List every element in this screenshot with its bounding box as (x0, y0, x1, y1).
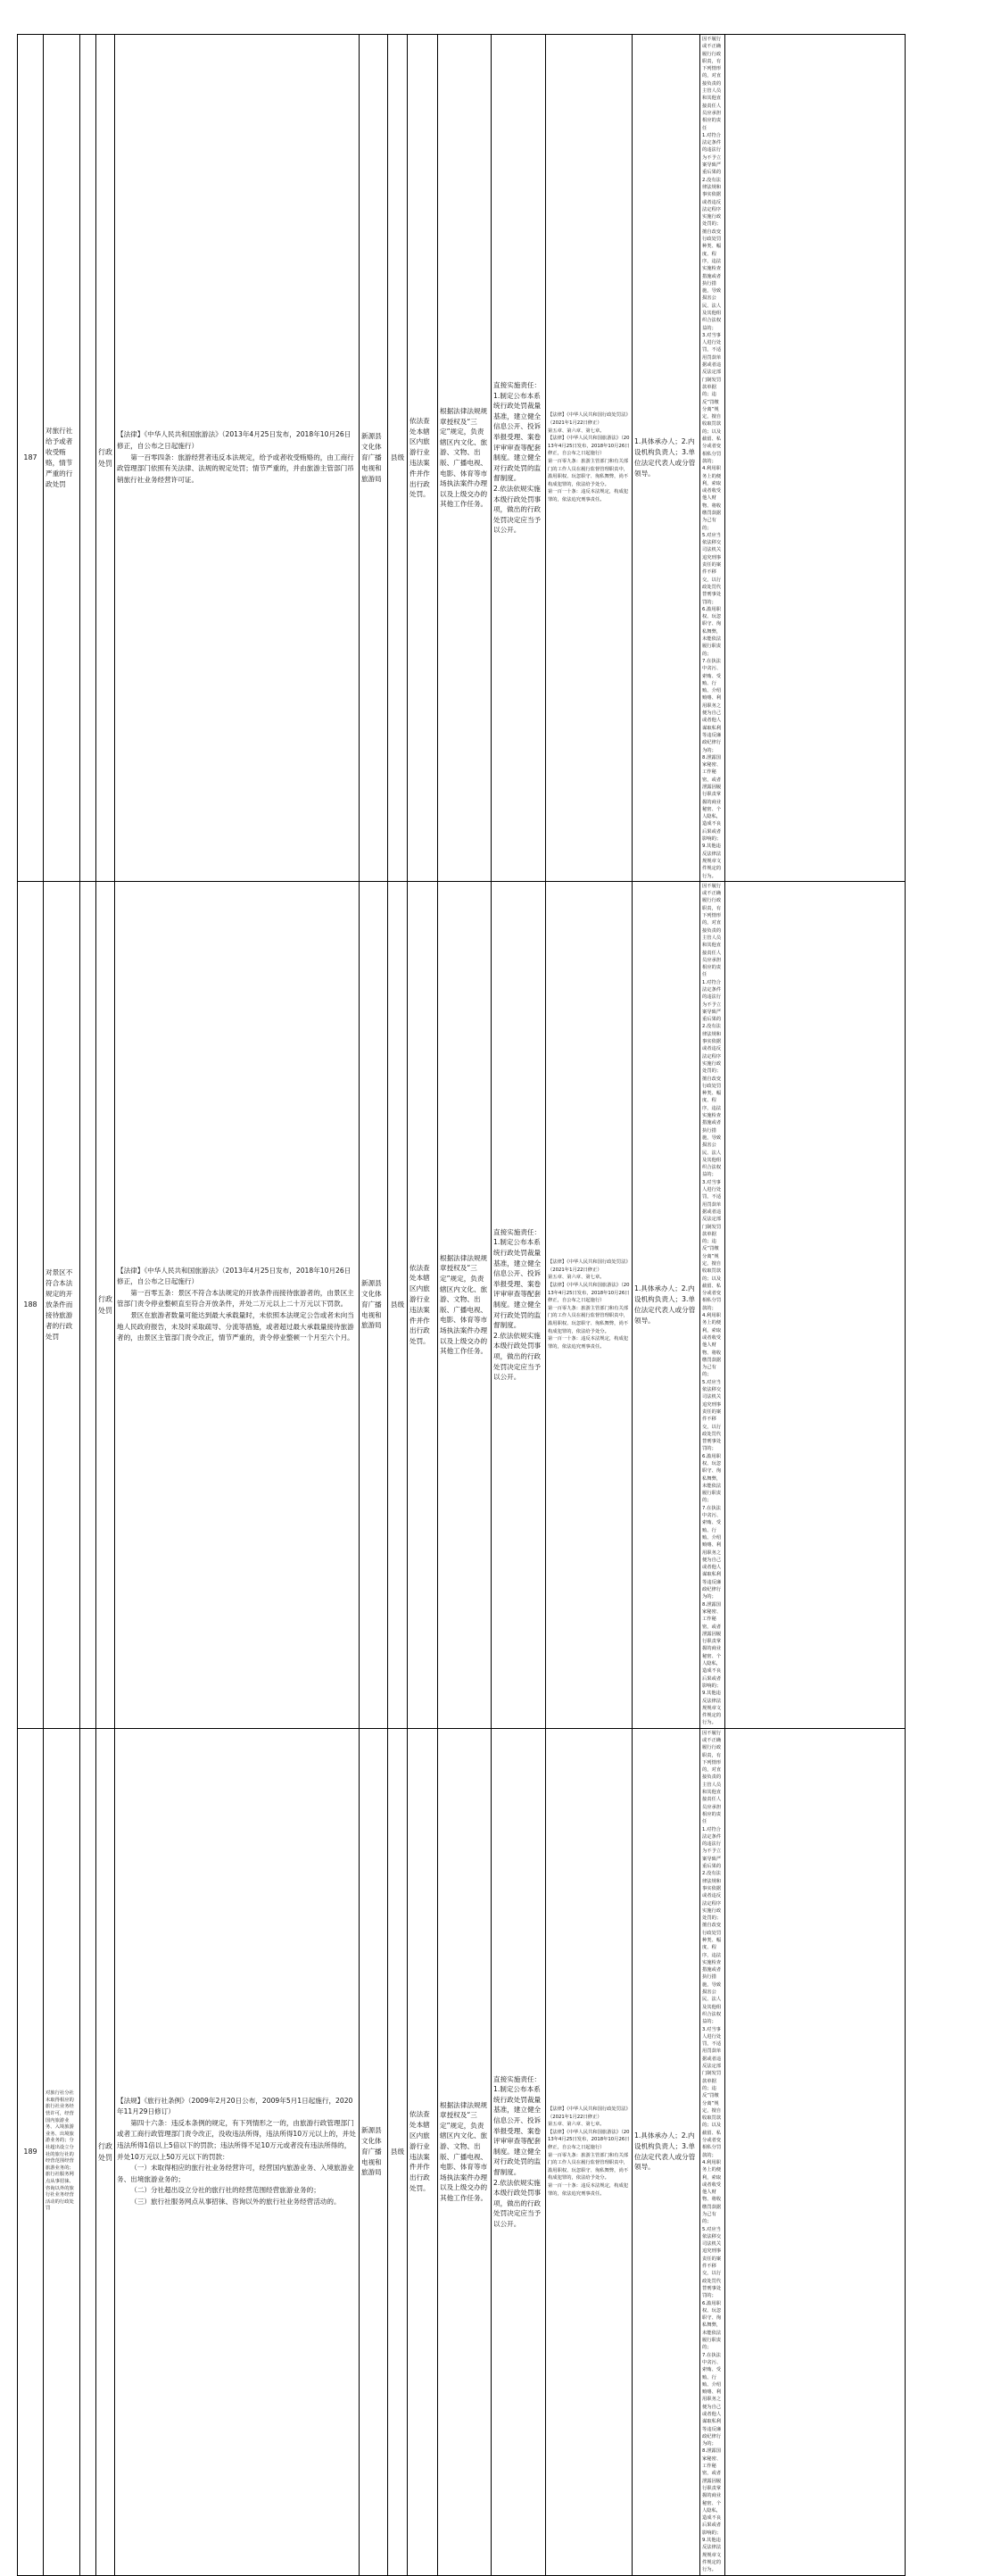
responsibility-subject: 依法查处本辖区内旅游行业违法案件并作出行政处罚。 (408, 35, 438, 882)
empty-cell (80, 1728, 96, 2575)
circumstance-text: 8.泄露国家秘密、工作秘密，或者泄露因履行职责掌握的商业秘密、个人隐私，造成不良后果或者影响的； (702, 2448, 722, 2536)
circumstance-text: 6.滥用职权、玩忽职守、徇私舞弊，未能依法履行职责的； (702, 1453, 722, 1504)
legal-text: 第五章、第六章、第七章。 (548, 428, 605, 434)
responsibility-measures (492, 881, 546, 1728)
measure-text: 直接实施责任： (493, 2074, 542, 2083)
non-performance-circumstances (700, 35, 725, 882)
accountability-basis (546, 881, 633, 1728)
measure-text: 2.依法依规实施本级行政处罚事项，做出的行政处罚决定应当予以公开。 (493, 2178, 542, 2228)
circumstance-text: 5.对应当依法移交司法机关追究刑事责任的案件不移交，以行政处罚代替刑事处罚的； (702, 1379, 722, 1452)
circumstance-text: 3.对当事人进行处罚，不适用罚款单据或者违反法定部门制发罚款单据的；违反“罚缴分离”规定，擅自收取罚款的；以及截留、私分或者变相私分罚款的； (702, 332, 722, 464)
measure-text: 2.依法依规实施本级行政处罚事项，做出的行政处罚决定应当予以公开。 (493, 1331, 542, 1382)
legal-text: 【法律】《中华人民共和国行政处罚法》（2021年1月22日修正） (548, 2107, 629, 2120)
measure-text: 2.依法依规实施本级行政处罚事项，做出的行政处罚决定应当予以公开。 (493, 484, 542, 535)
set-basis (115, 1728, 360, 2575)
accountability-basis (546, 1728, 633, 2575)
implementing-department: 新源县文化体育广播电视和旅游局 (360, 881, 388, 1728)
legal-text: 【法律】《中华人民共和国旅游法》（2013年4月25日发布，2018年10月26日修正，自公布之日起施行） (548, 1282, 630, 1304)
circumstance-text: 3.对当事人进行处罚，不适用罚款单据或者违反法定部门制发罚款单据的；违反“罚缴分离”规定，擅自收取罚款的；以及截留、私分或者变相私分罚款的； (702, 2026, 722, 2158)
legal-text: 第一百零九条：旅游主管部门和有关部门的工作人员在履行监督管理职责中，滥用职权、玩忽职守、徇私舞弊，尚不构成犯罪的，依法给予处分。 (548, 458, 629, 487)
circumstance-text: 5.对应当依法移交司法机关追究刑事责任的案件不移交，以行政处罚代替刑事处罚的； (702, 532, 722, 605)
basis-text: 第四十六条：违反本条例的规定，有下列情形之一的，由旅游行政管理部门或者工商行政管理部门责令改正，没收违法所得，违法所得10万元以上的，并处违法所得1倍以上5倍以下的罚款；违法所得不足10万元或者没有违法所得的，并处10万元以上50万元以下的罚款： (117, 2118, 356, 2161)
circumstance-text: 9.其他违反法律法规规章文件规定的行为。 (702, 2538, 722, 2573)
legal-text: 【法律】《中华人民共和国行政处罚法》（2021年1月22日修正） (548, 412, 629, 426)
row-number: 187 (18, 35, 44, 882)
circumstance-text: 4.利用职务上的便利，索取或者收受他人财物、将收缴罚款据为己有的； (702, 2159, 722, 2225)
circumstance-text: 因不履行或不正确履行行政职责，有下列情形的，对直接负责的主管人员和其他直接责任人员应承担相应的责任 (702, 1730, 722, 1825)
implementing-level: 县级 (388, 35, 408, 882)
implementing-level: 县级 (388, 1728, 408, 2575)
legal-text: 第一百一十条：违反本法规定，构成犯罪的，依法追究刑事责任。 (548, 1336, 629, 1350)
legal-text: 第五章、第六章、第七章。 (548, 1275, 605, 1281)
basis-text: 第一百零四条：旅游经营者违反本法规定，给予或者收受贿赂的，由工商行政管理部门依照有关法律、法规的规定处罚；情节严重的，并由旅游主管部门吊销旅行社业务经营许可证。 (117, 453, 354, 484)
implementing-department: 新源县文化体育广播电视和旅游局 (360, 1728, 388, 2575)
item-name: 对旅行社分社未取得相应的旅行社业务经营许可，经营国内旅游业务、入境旅游业务、出境旅游业务的；分社超出设立分社的旅行社的经营范围经营旅游业务的；旅行社服务网点从事招徕、咨询以外的旅行社业务经营活动的行政处罚 (44, 1728, 80, 2575)
empty-cell (80, 881, 96, 1728)
basis-text: （三）旅行社服务网点从事招徕、咨询以外的旅行社业务经营活动的。 (130, 2197, 341, 2206)
legal-text: 第一百一十条：违反本法规定，构成犯罪的，依法追究刑事责任。 (548, 2182, 629, 2197)
measure-text: 1.制定公布本系统行政处罚裁量基准，建立健全信息公开、投诉举报受理、案卷评审审查等配套制度。建立健全对行政处罚的监督制度。 (493, 2085, 542, 2176)
item-name: 对景区不符合本法规定的开放条件而接待旅游者的行政处罚 (44, 881, 80, 1728)
measure-text: 1.制定公布本系统行政处罚裁量基准，建立健全信息公开、投诉举报受理、案卷评审审查等配套制度。建立健全对行政处罚的监督制度。 (493, 391, 542, 483)
empty-cell (80, 35, 96, 882)
circumstance-text: 6.滥用职权、玩忽职守、徇私舞弊，未能依法履行职责的； (702, 606, 722, 657)
item-type: 行政处罚 (96, 881, 115, 1728)
item-type: 行政处罚 (96, 1728, 115, 2575)
table-row (18, 1728, 986, 2575)
duty-scope: 根据法律法规规章授权及“三定”规定，负责辖区内文化、旅游、文物、出版、广播电视、电影、体育等市场执法案件办理以及上级交办的其他工作任务。 (438, 35, 492, 882)
accountability-object: 1.具体承办人；2.内设机构负责人；3.单位法定代表人或分管领导。 (633, 1728, 700, 2575)
accountability-object: 1.具体承办人；2.内设机构负责人；3.单位法定代表人或分管领导。 (633, 35, 700, 882)
circumstance-text: 4.利用职务上的便利，索取或者收受他人财物、将收缴罚款据为己有的； (702, 466, 722, 531)
implementing-level: 县级 (388, 881, 408, 1728)
circumstance-text: 5.对应当依法移交司法机关追究刑事责任的案件不移交，以行政处罚代替刑事处罚的； (702, 2226, 722, 2299)
basis-text: 第一百零五条：景区不符合本法规定的开放条件而接待旅游者的，由景区主管部门责令停业整顿直至符合开放条件，并处二万元以上二十万元以下罚款。 (117, 1288, 354, 1309)
table-row (18, 881, 986, 1728)
table-row (18, 35, 986, 882)
circumstance-text: 2.没有法律法规和事实依据或者违反法定程序实施行政处罚的；擅自改变行政处罚种类、幅度、程序，违法实施检查措施或者执行措施，导致损害公民、法人及其他组织合法权益的； (702, 1024, 722, 1178)
circumstance-text: 2.没有法律法规和事实依据或者违反法定程序实施行政处罚的；擅自改变行政处罚种类、幅度、程序，违法实施检查措施或者执行措施，导致损害公民、法人及其他组织合法权益的； (702, 1871, 722, 2025)
legal-text: 第一百零九条：旅游主管部门和有关部门的工作人员在履行监督管理职责中，滥用职权、玩忽职守、徇私舞弊，尚不构成犯罪的，依法给予处分。 (548, 2152, 629, 2181)
circumstance-text: 1.对符合法定条件的违法行为不予立案导致严重后果的 (702, 1826, 722, 1870)
basis-text: 【法律】《中华人民共和国旅游法》（2013年4月25日发布，2018年10月26日修正，自公布之日起施行） (117, 430, 352, 451)
measure-text: 直接实施责任： (493, 380, 542, 389)
set-basis (115, 35, 360, 882)
remarks-cell (725, 1728, 906, 2575)
basis-text: 【法规】《旅行社条例》（2009年2月20日公布，2009年5月1日起施行，2020年11月29日修订） (117, 2096, 353, 2116)
row-number: 188 (18, 881, 44, 1728)
power-list-table (17, 34, 986, 2576)
basis-text: （一）未取得相应的旅行社业务经营许可，经营国内旅游业务、入境旅游业务、出境旅游业务的； (117, 2164, 354, 2183)
non-performance-circumstances (700, 881, 725, 1728)
responsibility-subject: 依法查处本辖区内旅游行业违法案件并作出行政处罚。 (408, 881, 438, 1728)
legal-text: 第一百零九条：旅游主管部门和有关部门的工作人员在履行监督管理职责中，滥用职权、玩忽职守、徇私舞弊，尚不构成犯罪的，依法给予处分。 (548, 1305, 629, 1334)
responsibility-measures (492, 1728, 546, 2575)
basis-text: （二）分社超出设立分社的旅行社的经营范围经营旅游业务的； (130, 2186, 320, 2195)
legal-text: 第一百一十条：违反本法规定，构成犯罪的，依法追究刑事责任。 (548, 489, 629, 503)
circumstance-text: 7.在执法中贪污、索贿、受贿、行贿、介绍贿赂、利用职务之便为自己或者他人谋取私利等违反廉政纪律行为的； (702, 1505, 722, 1600)
circumstance-text: 6.滥用职权、玩忽职守、徇私舞弊，未能依法履行职责的； (702, 2300, 722, 2351)
responsibility-measures (492, 35, 546, 882)
set-basis (115, 881, 360, 1728)
item-name: 对旅行社给予或者收受贿赂，情节严重的行政处罚 (44, 35, 80, 882)
circumstance-text: 7.在执法中贪污、索贿、受贿、行贿、介绍贿赂、利用职务之便为自己或者他人谋取私利等违反廉政纪律行为的； (702, 2352, 722, 2447)
circumstance-text: 因不履行或不正确履行行政职责，有下列情形的，对直接负责的主管人员和其他直接责任人员应承担相应的责任 (702, 883, 722, 978)
circumstance-text: 3.对当事人进行处罚，不适用罚款单据或者违反法定部门制发罚款单据的；违反“罚缴分离”规定，擅自收取罚款的；以及截留、私分或者变相私分罚款的； (702, 1179, 722, 1311)
legal-text: 【法律】《中华人民共和国旅游法》（2013年4月25日发布，2018年10月26日修正，自公布之日起施行） (548, 2129, 630, 2151)
accountability-basis (546, 35, 633, 882)
circumstance-text: 9.其他违反法律法规规章文件规定的行为。 (702, 1691, 722, 1726)
item-type: 行政处罚 (96, 35, 115, 882)
circumstance-text: 4.利用职务上的便利，索取或者收受他人财物、将收缴罚款据为己有的； (702, 1313, 722, 1378)
circumstance-text: 9.其他违反法律法规规章文件规定的行为。 (702, 843, 722, 879)
basis-text: 【法律】《中华人民共和国旅游法》（2013年4月25日发布，2018年10月26日修正，自公布之日起施行） (117, 1266, 352, 1286)
accountability-object: 1.具体承办人；2.内设机构负责人；3.单位法定代表人或分管领导。 (633, 881, 700, 1728)
duty-scope: 根据法律法规规章授权及“三定”规定，负责辖区内文化、旅游、文物、出版、广播电视、电影、体育等市场执法案件办理以及上级交办的其他工作任务。 (438, 881, 492, 1728)
circumstance-text: 因不履行或不正确履行行政职责，有下列情形的，对直接负责的主管人员和其他直接责任人员应承担相应的责任 (702, 37, 722, 131)
circumstance-text: 1.对符合法定条件的违法行为不予立案导致严重后果的 (702, 979, 722, 1023)
implementing-department: 新源县文化体育广播电视和旅游局 (360, 35, 388, 882)
measure-text: 1.制定公布本系统行政处罚裁量基准，建立健全信息公开、投诉举报受理、案卷评审审查等配套制度。建立健全对行政处罚的监督制度。 (493, 1238, 542, 1330)
legal-text: 【法律】《中华人民共和国旅游法》（2013年4月25日发布，2018年10月26日修正，自公布之日起施行） (548, 436, 630, 457)
circumstance-text: 7.在执法中贪污、索贿、受贿、行贿、介绍贿赂、利用职务之便为自己或者他人谋取私利等违反廉政纪律行为的； (702, 658, 722, 753)
basis-text: 景区在旅游者数量可能达到最大承载量时，未依照本法规定公告或者未向当地人民政府报告，未及时采取疏导、分流等措施，或者超过最大承载量接待旅游者的，由景区主管部门责令改正，情节严重的，责令停业整顿一个月至六个月。 (117, 1311, 354, 1342)
circumstance-text: 8.泄露国家秘密、工作秘密，或者泄露因履行职责掌握的商业秘密、个人隐私，造成不良后果或者影响的； (702, 754, 722, 843)
remarks-cell (725, 881, 906, 1728)
non-performance-circumstances (700, 1728, 725, 2575)
duty-scope: 根据法律法规规章授权及“三定”规定，负责辖区内文化、旅游、文物、出版、广播电视、电影、体育等市场执法案件办理以及上级交办的其他工作任务。 (438, 1728, 492, 2575)
responsibility-subject: 依法查处本辖区内旅游行业违法案件并作出行政处罚。 (408, 1728, 438, 2575)
circumstance-text: 1.对符合法定条件的违法行为不予立案导致严重后果的 (702, 132, 722, 176)
row-number: 189 (18, 1728, 44, 2575)
remarks-cell (725, 35, 906, 882)
measure-text: 直接实施责任： (493, 1227, 542, 1236)
legal-text: 第五章、第六章、第七章。 (548, 2122, 605, 2128)
legal-text: 【法律】《中华人民共和国行政处罚法》（2021年1月22日修正） (548, 1259, 629, 1273)
circumstance-text: 8.泄露国家秘密、工作秘密，或者泄露因履行职责掌握的商业秘密、个人隐私，造成不良后果或者影响的； (702, 1601, 722, 1689)
circumstance-text: 2.没有法律法规和事实依据或者违反法定程序实施行政处罚的；擅自改变行政处罚种类、幅度、程序，违法实施检查措施或者执行措施，导致损害公民、法人及其他组织合法权益的； (702, 177, 722, 331)
